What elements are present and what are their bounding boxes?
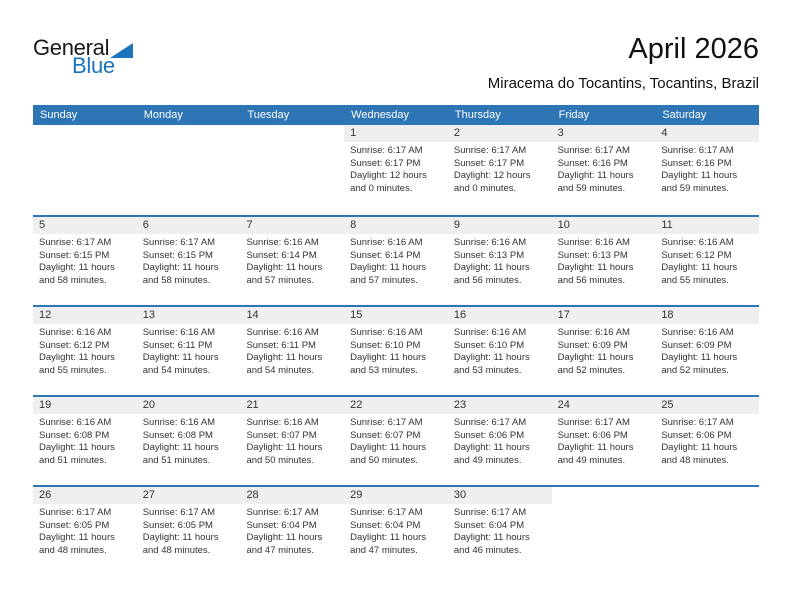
day-sunrise: Sunrise: 6:16 AM (557, 237, 630, 248)
day-number: 20 (137, 397, 241, 414)
day-number: 24 (552, 397, 656, 414)
weekday-header-tuesday: Tuesday (247, 109, 290, 121)
day-sunset: Sunset: 6:07 PM (246, 429, 317, 441)
empty-day-cell (552, 487, 656, 575)
day-sunrise: Sunrise: 6:17 AM (453, 507, 527, 518)
day-details (655, 414, 759, 467)
day-details (448, 142, 552, 195)
day-cell (655, 397, 759, 485)
day-details (448, 234, 552, 287)
day-cell (344, 217, 448, 305)
day-details (344, 324, 448, 377)
day-number: 16 (448, 307, 552, 324)
day-sunset: Sunset: 6:16 PM (661, 157, 732, 169)
weekday-header-thursday: Thursday (454, 109, 501, 121)
day-number: 1 (344, 125, 448, 142)
day-sunrise: Sunrise: 6:17 AM (453, 417, 527, 428)
day-daylight: Daylight: 11 hours and 52 minutes. (661, 352, 738, 376)
day-cell (240, 397, 344, 485)
day-details (344, 414, 448, 467)
day-sunset: Sunset: 6:04 PM (453, 519, 525, 531)
day-cell (344, 307, 448, 395)
day-sunrise: Sunrise: 6:16 AM (453, 327, 527, 338)
day-number: 5 (33, 217, 137, 234)
day-cell (552, 307, 656, 395)
day-sunset: Sunset: 6:06 PM (661, 429, 732, 441)
week-row (33, 395, 759, 485)
day-details (552, 324, 656, 377)
day-details (344, 504, 448, 557)
day-sunset: Sunset: 6:09 PM (557, 339, 628, 351)
empty-day-cell (137, 125, 241, 215)
day-details (240, 504, 344, 557)
day-daylight: Daylight: 12 hours and 0 minutes. (350, 170, 427, 194)
day-number: 18 (655, 307, 759, 324)
day-details (448, 414, 552, 467)
day-number: 27 (137, 487, 241, 504)
day-daylight: Daylight: 11 hours and 47 minutes. (350, 532, 427, 556)
day-daylight: Daylight: 11 hours and 55 minutes. (39, 352, 115, 376)
day-sunset: Sunset: 6:15 PM (39, 249, 110, 261)
day-sunset: Sunset: 6:08 PM (142, 429, 213, 441)
day-sunrise: Sunrise: 6:17 AM (453, 145, 527, 156)
day-number: 10 (552, 217, 656, 234)
day-details (552, 234, 656, 287)
week-row (33, 215, 759, 305)
day-cell (240, 217, 344, 305)
day-sunrise: Sunrise: 6:16 AM (661, 327, 734, 338)
day-number: 28 (240, 487, 344, 504)
day-sunrise: Sunrise: 6:16 AM (453, 237, 527, 248)
day-number: 12 (33, 307, 137, 324)
logo-general-label: General (33, 35, 110, 60)
day-daylight: Daylight: 11 hours and 57 minutes. (350, 262, 427, 286)
weekday-header-monday: Monday (143, 109, 183, 121)
day-sunset: Sunset: 6:14 PM (350, 249, 421, 261)
day-sunrise: Sunrise: 6:17 AM (661, 145, 734, 156)
day-number: 15 (344, 307, 448, 324)
day-details (448, 324, 552, 377)
empty-day-cell (655, 487, 759, 575)
day-daylight: Daylight: 11 hours and 53 minutes. (453, 352, 530, 376)
weekday-header-friday: Friday (558, 109, 590, 121)
day-details (655, 234, 759, 287)
day-cell (137, 487, 241, 575)
day-sunset: Sunset: 6:11 PM (142, 339, 213, 351)
day-details (344, 234, 448, 287)
day-sunset: Sunset: 6:17 PM (453, 157, 525, 169)
day-number: 8 (344, 217, 448, 234)
day-details (137, 414, 241, 467)
day-daylight: Daylight: 11 hours and 52 minutes. (557, 352, 634, 376)
day-sunrise: Sunrise: 6:17 AM (246, 507, 319, 518)
day-sunset: Sunset: 6:10 PM (453, 339, 525, 351)
day-daylight: Daylight: 11 hours and 50 minutes. (350, 442, 427, 466)
day-details (137, 324, 241, 377)
day-cell (240, 307, 344, 395)
day-details (552, 414, 656, 467)
day-sunrise: Sunrise: 6:17 AM (39, 507, 112, 518)
day-daylight: Daylight: 11 hours and 57 minutes. (246, 262, 323, 286)
day-cell (344, 397, 448, 485)
day-sunset: Sunset: 6:14 PM (246, 249, 317, 261)
day-daylight: Daylight: 12 hours and 0 minutes. (453, 170, 531, 194)
day-cell (137, 217, 241, 305)
day-daylight: Daylight: 11 hours and 59 minutes. (661, 170, 738, 194)
day-sunset: Sunset: 6:05 PM (39, 519, 110, 531)
day-cell (33, 487, 137, 575)
day-cell (552, 397, 656, 485)
day-number: 22 (344, 397, 448, 414)
day-sunrise: Sunrise: 6:17 AM (350, 417, 423, 428)
day-sunrise: Sunrise: 6:17 AM (350, 145, 423, 156)
day-daylight: Daylight: 11 hours and 48 minutes. (661, 442, 738, 466)
day-sunrise: Sunrise: 6:16 AM (39, 417, 112, 428)
day-sunrise: Sunrise: 6:16 AM (246, 237, 319, 248)
weekday-header-saturday: Saturday (662, 109, 707, 121)
day-sunset: Sunset: 6:16 PM (557, 157, 628, 169)
day-sunrise: Sunrise: 6:16 AM (350, 237, 423, 248)
day-cell (655, 217, 759, 305)
day-sunrise: Sunrise: 6:17 AM (142, 507, 216, 518)
day-sunset: Sunset: 6:12 PM (661, 249, 732, 261)
logo-blue-label: Blue (72, 53, 115, 78)
day-sunrise: Sunrise: 6:17 AM (557, 417, 630, 428)
day-cell (137, 397, 241, 485)
weekday-header-sunday: Sunday (40, 109, 78, 121)
day-sunrise: Sunrise: 6:16 AM (246, 327, 319, 338)
day-daylight: Daylight: 11 hours and 47 minutes. (246, 532, 323, 556)
day-daylight: Daylight: 11 hours and 48 minutes. (39, 532, 115, 556)
week-row (33, 125, 759, 215)
day-number: 26 (33, 487, 137, 504)
day-daylight: Daylight: 11 hours and 51 minutes. (142, 442, 219, 466)
day-number: 25 (655, 397, 759, 414)
day-daylight: Daylight: 11 hours and 56 minutes. (453, 262, 530, 286)
day-daylight: Daylight: 11 hours and 49 minutes. (453, 442, 530, 466)
day-cell (137, 307, 241, 395)
day-number: 21 (240, 397, 344, 414)
day-number: 6 (137, 217, 241, 234)
day-daylight: Daylight: 11 hours and 50 minutes. (246, 442, 323, 466)
day-daylight: Daylight: 11 hours and 55 minutes. (661, 262, 738, 286)
day-number: 2 (448, 125, 552, 142)
day-details (137, 504, 241, 557)
empty-day-cell (240, 125, 344, 215)
day-cell (33, 307, 137, 395)
day-sunrise: Sunrise: 6:16 AM (142, 327, 216, 338)
day-daylight: Daylight: 11 hours and 58 minutes. (39, 262, 115, 286)
day-sunset: Sunset: 6:08 PM (39, 429, 110, 441)
day-sunrise: Sunrise: 6:16 AM (142, 417, 216, 428)
day-number: 7 (240, 217, 344, 234)
day-daylight: Daylight: 11 hours and 54 minutes. (142, 352, 219, 376)
day-sunset: Sunset: 6:11 PM (246, 339, 316, 351)
day-details (655, 142, 759, 195)
day-sunrise: Sunrise: 6:16 AM (661, 237, 734, 248)
day-cell (552, 217, 656, 305)
day-sunset: Sunset: 6:04 PM (350, 519, 421, 531)
day-cell (655, 125, 759, 215)
day-sunrise: Sunrise: 6:16 AM (39, 327, 112, 338)
day-cell (448, 397, 552, 485)
day-details (344, 142, 448, 195)
day-number: 9 (448, 217, 552, 234)
day-sunset: Sunset: 6:09 PM (661, 339, 732, 351)
day-number: 3 (552, 125, 656, 142)
empty-day-cell (33, 125, 137, 215)
weekday-header-wednesday: Wednesday (351, 109, 410, 121)
day-sunset: Sunset: 6:06 PM (557, 429, 628, 441)
day-daylight: Daylight: 11 hours and 46 minutes. (453, 532, 530, 556)
day-number: 19 (33, 397, 137, 414)
day-number: 17 (552, 307, 656, 324)
day-cell (448, 307, 552, 395)
day-details (33, 414, 137, 467)
day-details (655, 324, 759, 377)
day-daylight: Daylight: 11 hours and 54 minutes. (246, 352, 323, 376)
day-cell (552, 125, 656, 215)
title-block (488, 34, 759, 92)
day-sunset: Sunset: 6:07 PM (350, 429, 421, 441)
day-daylight: Daylight: 11 hours and 51 minutes. (39, 442, 115, 466)
weekday-header-row (33, 105, 759, 125)
week-row (33, 305, 759, 395)
day-sunset: Sunset: 6:17 PM (350, 157, 421, 169)
calendar-grid (33, 105, 759, 575)
day-cell (448, 125, 552, 215)
general-blue-logo (33, 37, 133, 77)
day-sunset: Sunset: 6:06 PM (453, 429, 525, 441)
day-sunset: Sunset: 6:13 PM (453, 249, 525, 261)
day-number: 13 (137, 307, 241, 324)
day-sunset: Sunset: 6:15 PM (142, 249, 213, 261)
location-subtitle: Miracema do Tocantins, Tocantins, Brazil (487, 74, 759, 92)
day-cell (33, 397, 137, 485)
day-daylight: Daylight: 11 hours and 59 minutes. (557, 170, 634, 194)
day-number: 14 (240, 307, 344, 324)
day-sunset: Sunset: 6:10 PM (350, 339, 421, 351)
day-number: 11 (655, 217, 759, 234)
day-sunset: Sunset: 6:13 PM (557, 249, 628, 261)
day-details (552, 142, 656, 195)
day-sunrise: Sunrise: 6:17 AM (661, 417, 734, 428)
day-number: 23 (448, 397, 552, 414)
day-daylight: Daylight: 11 hours and 49 minutes. (557, 442, 634, 466)
day-cell (448, 487, 552, 575)
day-daylight: Daylight: 11 hours and 53 minutes. (350, 352, 427, 376)
day-sunset: Sunset: 6:05 PM (142, 519, 213, 531)
day-cell (448, 217, 552, 305)
day-cell (344, 125, 448, 215)
day-cell (240, 487, 344, 575)
day-sunrise: Sunrise: 6:17 AM (39, 237, 112, 248)
day-details (137, 234, 241, 287)
calendar-weeks (33, 125, 759, 575)
day-details (33, 324, 137, 377)
day-details (240, 324, 344, 377)
day-details (240, 414, 344, 467)
day-cell (33, 217, 137, 305)
week-row (33, 485, 759, 575)
day-sunrise: Sunrise: 6:17 AM (142, 237, 216, 248)
day-sunrise: Sunrise: 6:17 AM (350, 507, 423, 518)
day-daylight: Daylight: 11 hours and 56 minutes. (557, 262, 634, 286)
day-sunset: Sunset: 6:04 PM (246, 519, 317, 531)
day-sunrise: Sunrise: 6:16 AM (350, 327, 423, 338)
page-title: April 2026 (628, 33, 759, 65)
day-cell (655, 307, 759, 395)
day-sunrise: Sunrise: 6:17 AM (557, 145, 630, 156)
day-sunrise: Sunrise: 6:16 AM (246, 417, 319, 428)
day-number: 4 (655, 125, 759, 142)
day-details (33, 504, 137, 557)
day-sunset: Sunset: 6:12 PM (39, 339, 110, 351)
day-number: 29 (344, 487, 448, 504)
day-details (240, 234, 344, 287)
day-number: 30 (448, 487, 552, 504)
day-cell (344, 487, 448, 575)
day-daylight: Daylight: 11 hours and 48 minutes. (142, 532, 219, 556)
day-details (33, 234, 137, 287)
day-details (448, 504, 552, 557)
day-sunrise: Sunrise: 6:16 AM (557, 327, 630, 338)
day-daylight: Daylight: 11 hours and 58 minutes. (142, 262, 219, 286)
